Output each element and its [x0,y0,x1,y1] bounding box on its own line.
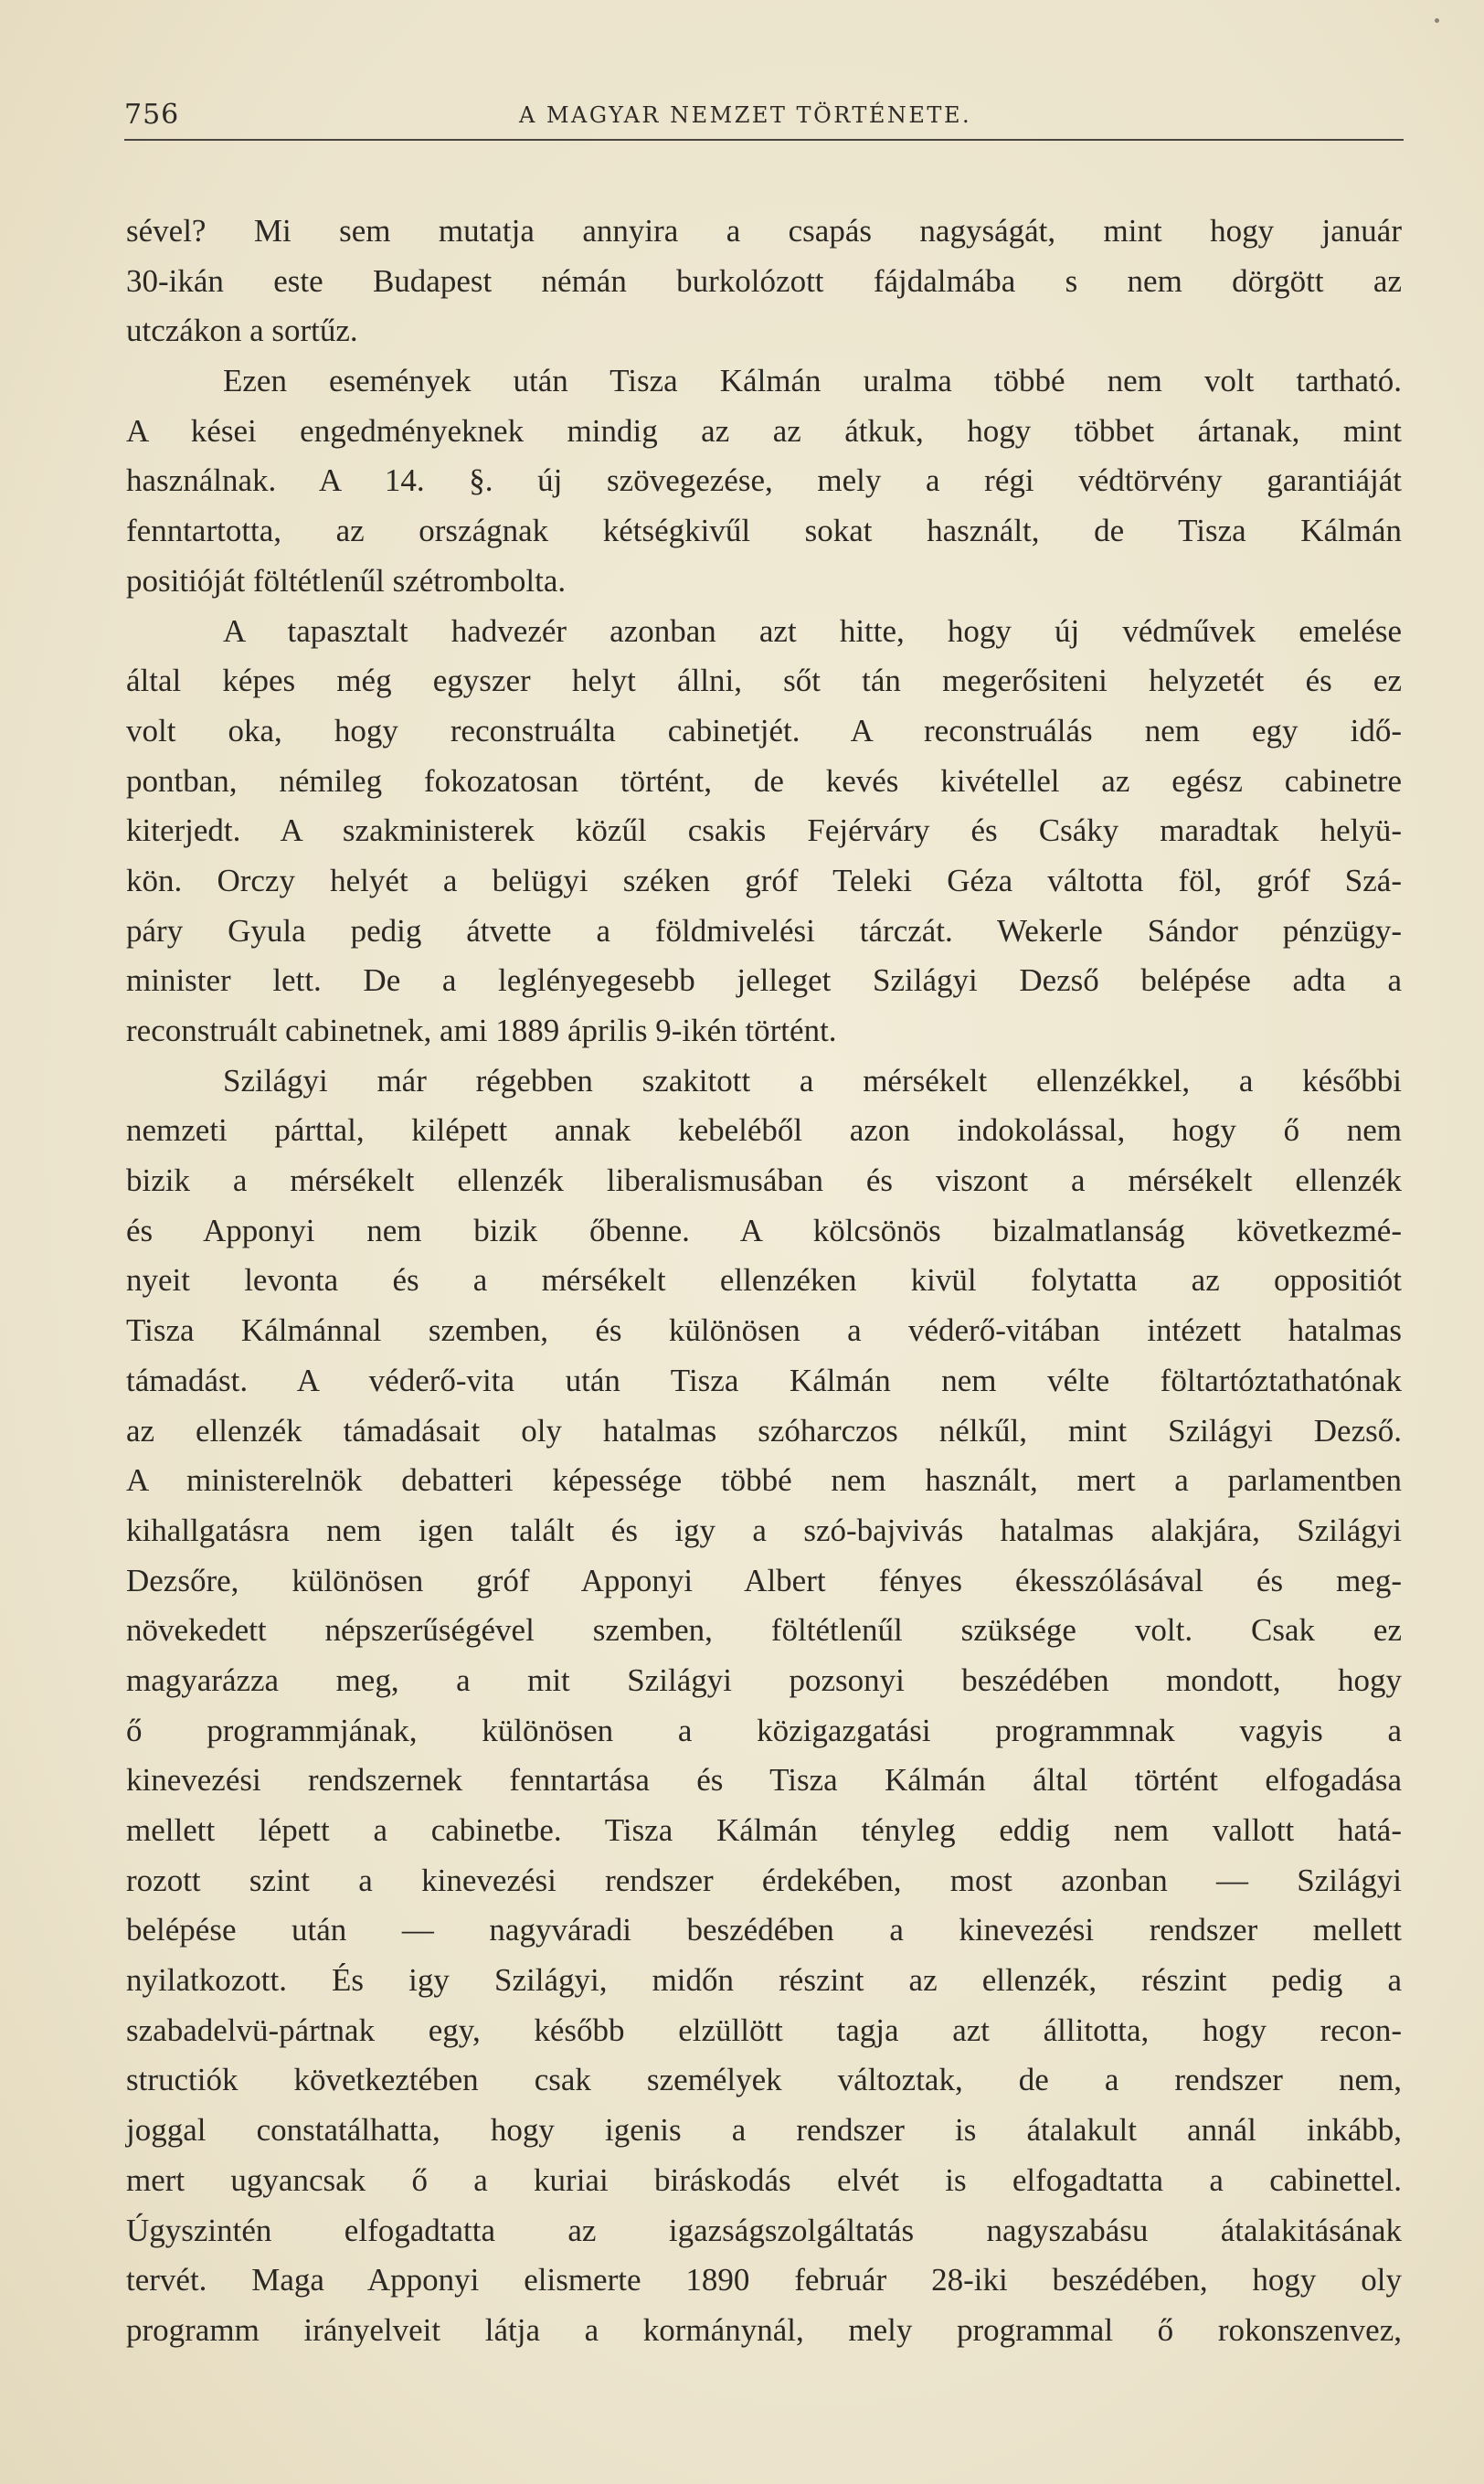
text-line: bizik a mérsékelt ellenzék liberalismusában és viszont a mérsékelt ellenzék [126,1162,1402,1199]
text-line: sével? Mi sem mutatja annyira a csapás nagyságát, mint hogy január [126,213,1402,249]
text-line: A kései engedményeknek mindig az az átkuk, hogy többet ártanak, mint [126,412,1402,449]
text-line: magyarázza meg, a mit Szilágyi pozsonyi beszédében mondott, hogy [126,1661,1402,1698]
text-line: mellett lépett a cabinetbe. Tisza Kálmán tényleg eddig nem vallott hatá- [126,1812,1402,1848]
text-line: structiók következtében csak személyek változtak, de a rendszer nem, [126,2062,1402,2098]
page-number: 756 [124,99,180,131]
text-line: utczákon a sortűz. [126,313,358,349]
page-header [124,95,1404,141]
text-line: minister lett. De a leglényegesebb jelleget Szilágyi Dezső belépése adta a [126,962,1402,999]
text-line: Úgyszintén elfogadtatta az igazságszolgáltatás nagyszabásu átalakitásának [126,2212,1402,2248]
text-line: tervét. Maga Apponyi elismerte 1890 február 28-iki beszédében, hogy oly [126,2262,1402,2298]
text-line: programm irányelveit látja a kormánynál, mely programmal ő rokonszenvez, [126,2311,1402,2348]
text-line: nyeit levonta és a mérsékelt ellenzéken kivül folytatta az oppositiót [126,1262,1402,1299]
text-line: Tisza Kálmánnal szemben, és különösen a véderő-vitában intézett hatalmas [126,1312,1402,1349]
text-line: joggal constatálhatta, hogy igenis a rendszer is átalakult annál inkább, [126,2112,1402,2149]
text-line: mert ugyancsak ő a kuriai biráskodás elvét is elfogadtatta a cabinettel. [126,2161,1402,2198]
text-line: A ministerelnök debatteri képessége többé nem használt, mert a parlamentben [126,1462,1402,1499]
header-rule [124,139,1404,141]
text-line: volt oka, hogy reconstruálta cabinetjét. A reconstruálás nem egy idő- [126,712,1402,748]
text-line: reconstruált cabinetnek, ami 1889 április 9-ikén történt. [126,1013,837,1048]
text-line: páry Gyula pedig átvette a földmivelési tárczát. Wekerle Sándor pénzügy- [126,912,1402,949]
text-line: használnak. A 14. §. új szövegezése, mely a régi védtörvény garantiáját [126,462,1402,499]
body-text [126,207,1402,2356]
text-line: kiterjedt. A szakministerek közűl csakis Fejérváry és Csáky maradtak helyü- [126,812,1402,849]
text-line: növekedett népszerűségével szemben, föltétlenűl szüksége volt. Csak ez [126,1612,1402,1649]
text-line: kinevezési rendszernek fenntartása és Tisza Kálmán által történt elfogadása [126,1762,1402,1799]
text-line: támadást. A véderő-vita után Tisza Kálmán nem vélte föltartóztathatónak [126,1362,1402,1398]
running-title: A MAGYAR NEMZET TÖRTÉNETE. [519,102,972,128]
text-line: fenntartotta, az országnak kétségkivűl sokat használt, de Tisza Kálmán [126,513,1402,549]
text-line: A tapasztalt hadvezér azonban azt hitte, hogy új védművek emelése [223,612,1402,649]
text-line: nemzeti párttal, kilépett annak kebeléből azon indokolással, hogy ő nem [126,1112,1402,1149]
text-line: 30-ikán este Budapest némán burkolózott fájdalmába s nem dörgött az [126,262,1402,299]
text-line: szabadelvü-pártnak egy, később elzüllött tagja azt állitotta, hogy recon- [126,2012,1402,2048]
text-line: Szilágyi már régebben szakitott a mérsékelt ellenzékkel, a későbbi [223,1062,1402,1099]
text-line: ő programmjának, különösen a közigazgatási programmnak vagyis a [126,1712,1402,1748]
text-line: belépése után — nagyváradi beszédében a kinevezési rendszer mellett [126,1912,1402,1948]
paper-speck [1435,18,1439,23]
text-line: és Apponyi nem bizik őbenne. A kölcsönös bizalmatlanság következmé- [126,1212,1402,1248]
text-line: kön. Orczy helyét a belügyi széken gróf Teleki Géza váltotta föl, gróf Szá- [126,862,1402,898]
text-line: Ezen események után Tisza Kálmán uralma többé nem volt tartható. [223,363,1402,399]
text-line: nyilatkozott. És igy Szilágyi, midőn részint az ellenzék, részint pedig a [126,1962,1402,1999]
text-line: pontban, némileg fokozatosan történt, de kevés kivétellel az egész cabinetre [126,762,1402,799]
text-line: positióját föltétlenűl szétrombolta. [126,562,567,599]
text-line: az ellenzék támadásait oly hatalmas szóharczos nélkűl, mint Szilágyi Dezső. [126,1412,1402,1449]
text-line: által képes még egyszer helyt állni, sőt tán megerősiteni helyzetét és ez [126,663,1402,699]
text-line: rozott szint a kinevezési rendszer érdekében, most azonban — Szilágyi [126,1862,1402,1898]
text-line: Dezsőre, különösen gróf Apponyi Albert fényes ékesszólásával és meg- [126,1562,1402,1598]
text-line: kihallgatásra nem igen talált és igy a szó-bajvivás hatalmas alakjára, Szilágyi [126,1512,1402,1548]
